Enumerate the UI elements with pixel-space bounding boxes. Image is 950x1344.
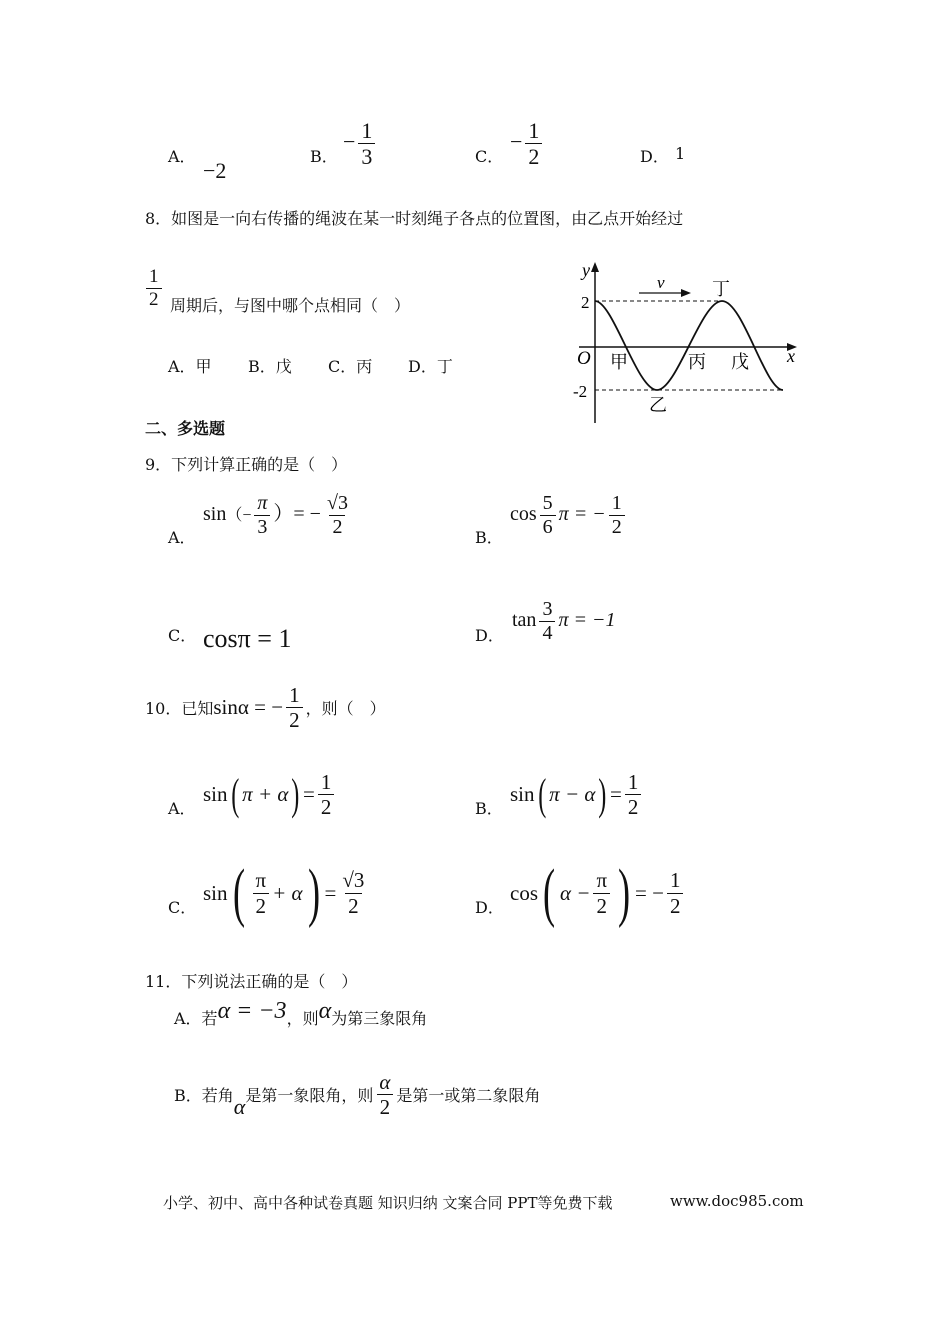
fn-name: sin — [510, 782, 535, 807]
q8-option-c: C．丙 — [328, 357, 373, 376]
footer-text: 小学、初中、高中各种试卷真题 知识归纳 文案合同 PPT等免费下载 — [163, 1194, 613, 1212]
fraction-denominator: 2 — [329, 515, 345, 539]
fn-name: cos — [510, 880, 538, 905]
fraction-denominator: 3 — [254, 515, 270, 539]
stem-text: ，则（ ） — [305, 699, 386, 719]
stem-math: sinα = − — [213, 695, 284, 720]
expr-part: + α — [272, 880, 303, 905]
expr-part: π = − — [558, 503, 606, 526]
fraction-denominator: 2 — [345, 893, 362, 918]
fraction-numerator: 5 — [542, 492, 553, 514]
fraction-denominator: 2 — [146, 288, 162, 311]
fraction-numerator: 1 — [289, 683, 300, 707]
fraction-denominator: 2 — [286, 707, 303, 732]
fraction-denominator: 6 — [540, 515, 556, 539]
fraction-numerator: 1 — [627, 770, 639, 794]
q10-option-a-label: A． — [168, 799, 196, 818]
fraction-numerator: π — [596, 868, 608, 893]
q11-option-b — [174, 1070, 540, 1119]
expr-part: = − — [635, 880, 664, 905]
q9-option-d-expr — [512, 598, 615, 645]
q9-option-c-label: C． — [168, 626, 197, 645]
q9-option-c-expr: cosπ = 1 — [203, 624, 292, 653]
fraction-numerator: π — [255, 868, 267, 893]
stem-text: 10．已知 — [145, 699, 214, 719]
q7-option-c-label: C． — [475, 147, 504, 166]
q7-option-d-value: 1 — [675, 144, 686, 163]
fraction-numerator: 1 — [611, 492, 622, 514]
minus-sign: − — [510, 128, 523, 154]
paren-open: ( — [230, 769, 239, 819]
q9-option-a-expr — [203, 492, 354, 539]
velocity-arrowhead-icon — [681, 289, 691, 297]
fraction-numerator: 1 — [149, 266, 159, 287]
minus-sign: − — [343, 128, 356, 154]
q10-option-b-expr — [510, 770, 644, 819]
expr-part: （− — [226, 507, 252, 525]
expr-part: = — [610, 782, 622, 807]
option-text: 是第一或第二象限角 — [396, 1086, 541, 1106]
q11-stem: 11．下列说法正确的是（ ） — [145, 972, 358, 991]
option-text: 为第三象限角 — [331, 1009, 428, 1028]
point-ding: 丁 — [712, 279, 730, 299]
q9-option-b-expr — [510, 492, 628, 539]
expr-part: = — [303, 782, 315, 807]
expr-part: = — [324, 880, 337, 905]
fraction-denominator: 3 — [358, 143, 375, 169]
option-math: α = −3 — [217, 998, 287, 1024]
origin-label: O — [577, 348, 591, 369]
x-axis-label: x — [787, 346, 795, 366]
q9-stem: 9．下列计算正确的是（ ） — [145, 455, 348, 474]
expr-part: π − α — [549, 782, 596, 807]
q8-option-a: A．甲 — [168, 357, 212, 376]
q7-option-b-value — [343, 118, 378, 170]
option-text: B．若角 — [174, 1086, 234, 1106]
tick-negative: -2 — [573, 382, 588, 401]
q7-option-d-label: D． — [640, 147, 669, 166]
tick-positive: 2 — [581, 293, 590, 312]
option-text: ，则 — [286, 1009, 319, 1028]
fraction-numerator: 1 — [320, 770, 332, 794]
fraction-numerator: π — [257, 492, 268, 514]
fraction-denominator: 2 — [253, 893, 270, 918]
q10-option-a-expr — [203, 770, 337, 819]
fraction-numerator: 1 — [361, 118, 373, 143]
fraction-denominator: 2 — [593, 893, 610, 918]
fraction-numerator: 1 — [528, 118, 540, 143]
point-yi: 乙 — [649, 395, 667, 415]
fraction-denominator: 2 — [667, 893, 684, 918]
q11-option-a — [174, 998, 428, 1031]
fraction-denominator: 2 — [377, 1094, 394, 1119]
option-text: 是第一象限角，则 — [245, 1086, 374, 1106]
fn-name: sin — [203, 503, 227, 526]
fn-name: sin — [203, 880, 228, 905]
section-title: 二、多选题 — [145, 419, 226, 438]
q8-option-d: D．丁 — [408, 357, 453, 376]
paren-close: ) — [307, 856, 320, 929]
option-math: α — [233, 1093, 246, 1119]
wave-curve — [595, 301, 783, 390]
fraction-numerator: √3 — [342, 868, 365, 893]
point-jia: 甲 — [610, 352, 628, 372]
q10-option-d-label: D． — [475, 898, 504, 917]
q8-stem-continued: 周期后，与图中哪个点相同（ ） — [170, 296, 411, 315]
q10-option-b-label: B． — [475, 799, 503, 818]
y-axis-label: y — [582, 260, 590, 280]
fraction-denominator: 4 — [539, 621, 555, 645]
expr-part: ）= − — [273, 503, 321, 526]
fn-name: cos — [510, 503, 537, 526]
q7-option-c-value — [510, 118, 545, 170]
expr-part: α − — [559, 880, 591, 905]
q7-option-a-value: −2 — [203, 158, 227, 183]
footer-url[interactable]: www.doc985.com — [670, 1192, 804, 1210]
fraction-numerator: α — [379, 1070, 391, 1094]
q9-option-d-label: D． — [475, 626, 504, 645]
velocity-label: v — [657, 273, 665, 292]
fraction-denominator: 2 — [525, 143, 542, 169]
option-math: α — [318, 998, 332, 1024]
q10-stem — [145, 683, 386, 732]
q8-fraction — [143, 266, 165, 311]
fraction-denominator: 2 — [318, 794, 335, 819]
fraction-numerator: √3 — [326, 492, 348, 514]
fraction-numerator: 3 — [542, 598, 553, 620]
expr-part: π + α — [242, 782, 289, 807]
q10-option-c-expr — [203, 856, 370, 929]
q9-option-b-label: B． — [475, 528, 503, 547]
paren-close: ) — [291, 769, 300, 819]
fn-name: sin — [203, 782, 228, 807]
q7-option-b-label: B． — [310, 147, 338, 166]
q10-option-d-expr — [510, 856, 686, 929]
y-axis-arrow-icon — [591, 262, 599, 272]
fraction-denominator: 2 — [609, 515, 625, 539]
wave-figure — [565, 258, 805, 426]
paren-open: ( — [542, 856, 556, 929]
q10-option-c-label: C． — [168, 898, 197, 917]
point-wu: 戊 — [731, 352, 749, 372]
option-text: A．若 — [174, 1009, 218, 1028]
q8-stem: 8．如图是一向右传播的绳波在某一时刻绳子各点的位置图，由乙点开始经过 — [145, 209, 684, 228]
paren-close: ) — [598, 769, 607, 819]
paren-close: ) — [617, 856, 631, 929]
fraction-denominator: 2 — [625, 794, 642, 819]
q7-option-a-label: A． — [168, 147, 196, 166]
fraction-numerator: 1 — [669, 868, 681, 893]
paren-open: ( — [537, 769, 546, 819]
expr-part: π = −1 — [558, 609, 616, 632]
point-bing: 丙 — [688, 352, 706, 372]
fn-name: tan — [512, 609, 537, 632]
q9-option-a-label: A． — [168, 528, 196, 547]
paren-open: ( — [232, 856, 245, 929]
q8-option-b: B．戊 — [248, 357, 292, 376]
